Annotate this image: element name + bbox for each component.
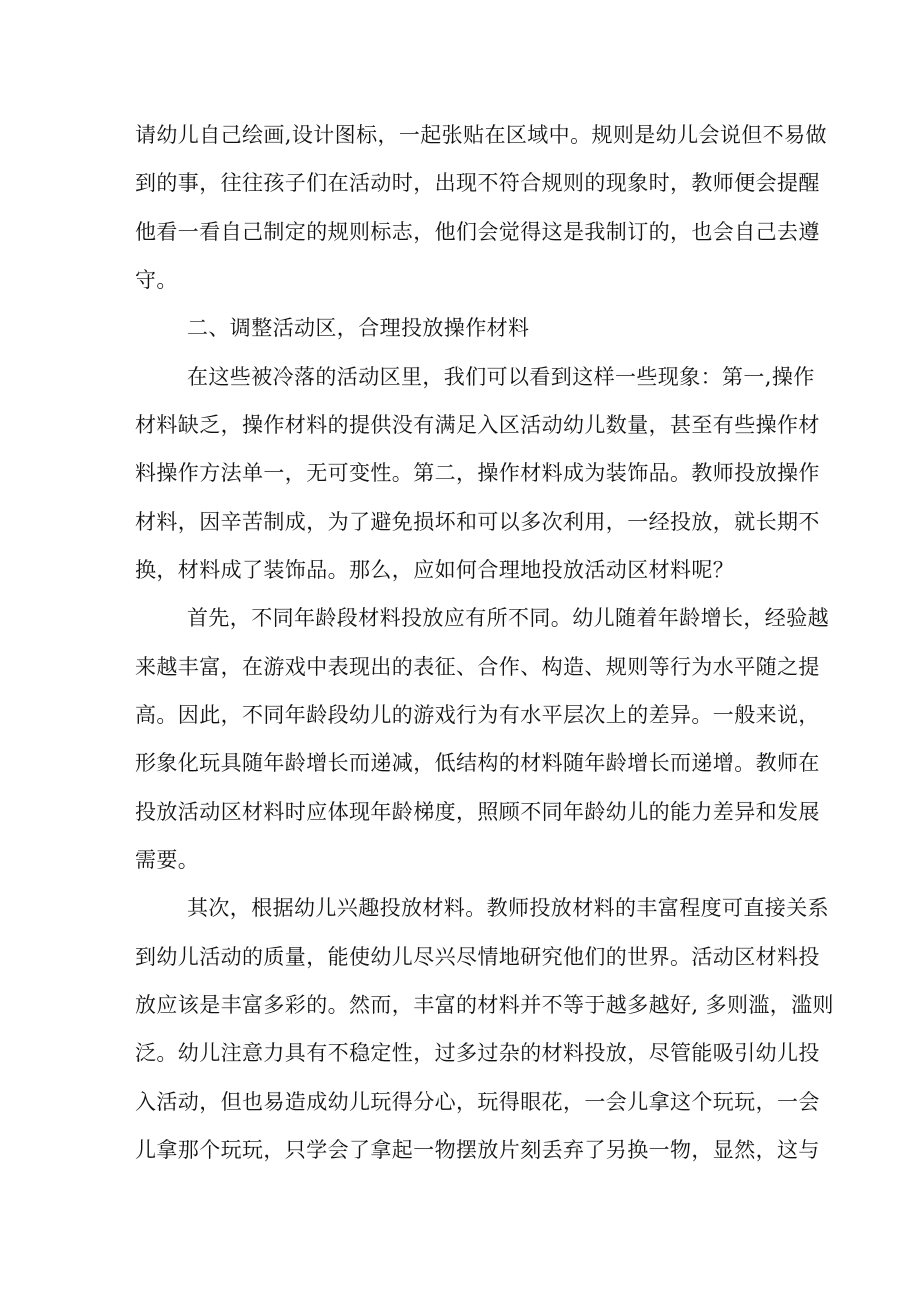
text-line: 他看一看自己制定的规则标志，他们会觉得这是我制订的，也会自己去遵	[135, 220, 820, 244]
text-line: 入活动，但也易造成幼儿玩得分心，玩得眼花，一会儿拿这个玩玩，一会	[135, 1090, 820, 1114]
text-line: 投放活动区材料时应体现年龄梯度，照顾不同年龄幼儿的能力差异和发展	[135, 800, 820, 824]
section-heading: 二、调整活动区，合理投放操作材料	[187, 316, 530, 340]
text-line: 换，材料成了装饰品。那么，应如何合理地投放活动区材料呢？	[135, 558, 735, 582]
text-line: 需要。	[135, 848, 200, 872]
text-line: 放应该是丰富多彩的。然而，丰富的材料并不等于越多越好, 多则滥，滥则	[135, 993, 834, 1017]
text-line: 泛。幼儿注意力具有不稳定性，过多过杂的材料投放，尽管能吸引幼儿投	[135, 1041, 820, 1065]
text-line: 首先，不同年龄段材料投放应有所不同。幼儿随着年龄增长，经验越	[187, 606, 829, 630]
text-line: 到幼儿活动的质量，能使幼儿尽兴尽情地研究他们的世界。活动区材料投	[135, 945, 820, 969]
text-line: 料操作方法单一，无可变性。第二，操作材料成为装饰品。教师投放操作	[135, 461, 820, 485]
text-line: 其次，根据幼儿兴趣投放材料。教师投放材料的丰富程度可直接关系	[187, 896, 829, 920]
text-line: 高。因此，不同年龄段幼儿的游戏行为有水平层次上的差异。一般来说，	[135, 703, 820, 727]
text-line: 儿拿那个玩玩，只学会了拿起一物摆放片刻丢弃了另换一物，显然，这与	[135, 1138, 820, 1162]
text-line: 守。	[135, 268, 178, 292]
text-line: 材料，因辛苦制成，为了避免损坏和可以多次利用，一经投放，就长期不	[135, 510, 820, 534]
text-line: 请幼儿自己绘画,设计图标，一起张贴在区域中。规则是幼儿会说但不易做	[135, 123, 827, 147]
text-line: 到的事，往往孩子们在活动时，出现不符合规则的现象时，教师便会提醒	[135, 171, 820, 195]
text-line: 来越丰富，在游戏中表现出的表征、合作、构造、规则等行为水平随之提	[135, 655, 820, 679]
text-line: 形象化玩具随年龄增长而递减，低结构的材料随年龄增长而递增。教师在	[135, 751, 820, 775]
text-line: 在这些被冷落的活动区里，我们可以看到这样一些现象：第一,操作	[187, 365, 815, 389]
text-line: 材料缺乏，操作材料的提供没有满足入区活动幼儿数量，甚至有些操作材	[135, 413, 820, 437]
